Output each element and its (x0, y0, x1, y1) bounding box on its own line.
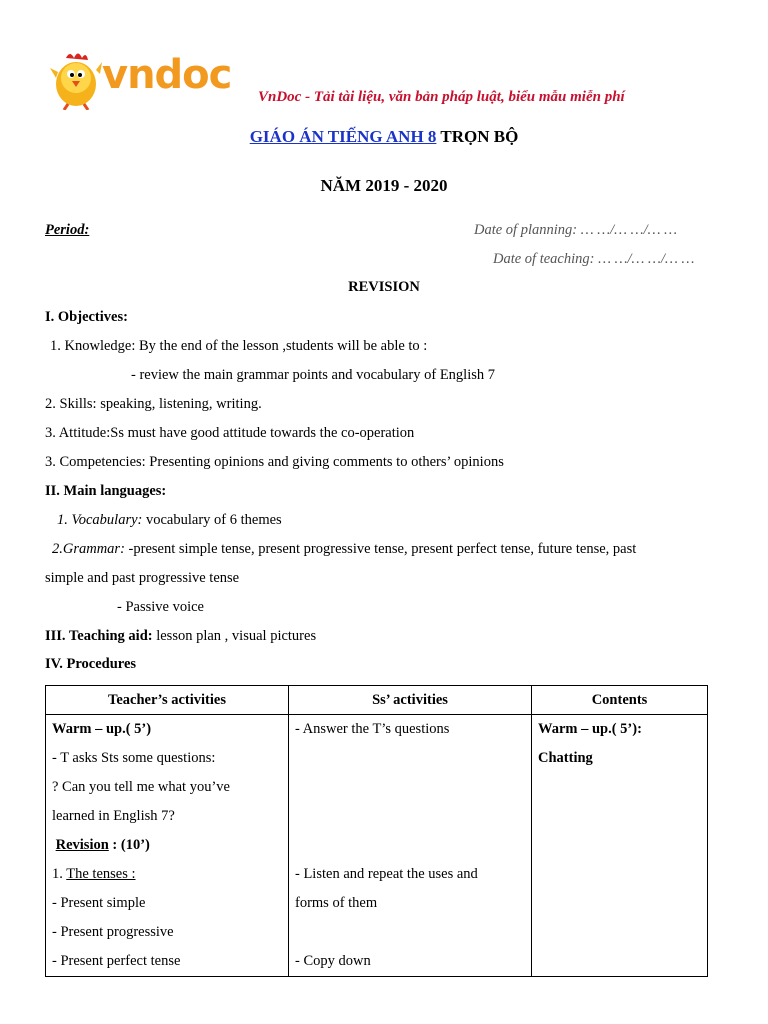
ss-activities-cell (289, 715, 532, 977)
vocabulary-line (57, 512, 282, 529)
site-tagline: VnDoc - Tải tài liệu, văn bản pháp luật, biểu mẫu miễn phí (258, 89, 625, 105)
ss-listen-repeat: - Listen and repeat the uses and (295, 866, 478, 882)
teaching-aid-line (45, 628, 316, 645)
col-header-contents: Contents (532, 686, 708, 715)
grammar-continued: simple and past progressive tense (45, 570, 240, 586)
revision-line (52, 831, 282, 860)
revision-label: Revision (55, 837, 109, 853)
col-header-ss: Ss’ activities (289, 686, 532, 715)
tense-present-perfect: - Present perfect tense (52, 953, 181, 969)
date-of-planning: Date of planning: … …/… …/… … (474, 222, 678, 238)
chicken-mascot-icon (48, 48, 104, 110)
grammar-text: -present simple tense, present progressive tense, present perfect tense, future tense, past (124, 541, 637, 557)
vndoc-logo[interactable] (48, 46, 258, 110)
title-rest: TRỌN BỘ (436, 127, 519, 146)
revision-time: : (10’) (108, 837, 150, 853)
period-label: Period: (45, 222, 90, 238)
languages-heading: II. Main languages: (45, 483, 167, 499)
grammar-label: 2.Grammar: (52, 541, 125, 557)
date-of-teaching: Date of teaching: … …/… …/… … (493, 251, 695, 267)
tenses-line (52, 860, 282, 889)
objective-competencies: 3. Competencies: Presenting opinions and giving comments to others’ opinions (45, 454, 504, 470)
tense-present-simple: - Present simple (52, 895, 146, 911)
ss-copy-down: - Copy down (295, 953, 371, 969)
objective-skills: 2. Skills: speaking, listening, writing. (45, 396, 262, 412)
school-year: NĂM 2019 - 2020 (320, 176, 448, 195)
tenses-label: The tenses : (66, 866, 136, 882)
tenses-number: 1. (52, 866, 67, 882)
objective-attitude: 3. Attitude:Ss must have good attitude towards the co-operation (45, 425, 415, 441)
logo-wordmark: vndoc (102, 52, 232, 98)
contents-warmup: Warm – up.( 5’): (538, 721, 642, 737)
grammar-line (52, 541, 636, 558)
ss-forms: forms of them (295, 895, 378, 911)
procedures-heading: IV. Procedures (45, 656, 137, 672)
tense-present-progressive: - Present progressive (52, 924, 174, 940)
teacher-question-2: learned in English 7? (52, 808, 175, 824)
teaching-aid-label: III. Teaching aid: (45, 628, 153, 644)
teaching-aid-text: lesson plan , visual pictures (152, 628, 317, 644)
procedures-table (45, 685, 708, 977)
teacher-question-1: ? Can you tell me what you’ve (52, 779, 230, 795)
title-link[interactable]: GIÁO ÁN TIẾNG ANH 8 (249, 127, 437, 146)
table-header-row (46, 686, 708, 715)
document-title (0, 127, 768, 147)
objectives-heading: I. Objectives: (45, 309, 128, 325)
contents-chatting: Chatting (538, 750, 593, 766)
vocabulary-label: 1. Vocabulary: (57, 512, 143, 528)
objective-knowledge-sub: - review the main grammar points and vocabulary of English 7 (131, 367, 496, 383)
teacher-asks: - T asks Sts some questions: (52, 750, 216, 766)
grammar-passive: - Passive voice (117, 599, 204, 615)
ss-answer: - Answer the T’s questions (295, 721, 450, 737)
col-header-teacher: Teacher’s activities (46, 686, 289, 715)
contents-cell (532, 715, 708, 977)
section-title: REVISION (348, 279, 420, 295)
table-row (46, 715, 708, 977)
vocabulary-text: vocabulary of 6 themes (142, 512, 282, 528)
teacher-activities-cell (46, 715, 289, 977)
warmup-label: Warm – up.( 5’) (52, 721, 152, 737)
objective-knowledge: 1. Knowledge: By the end of the lesson ,students will be able to : (50, 338, 428, 354)
